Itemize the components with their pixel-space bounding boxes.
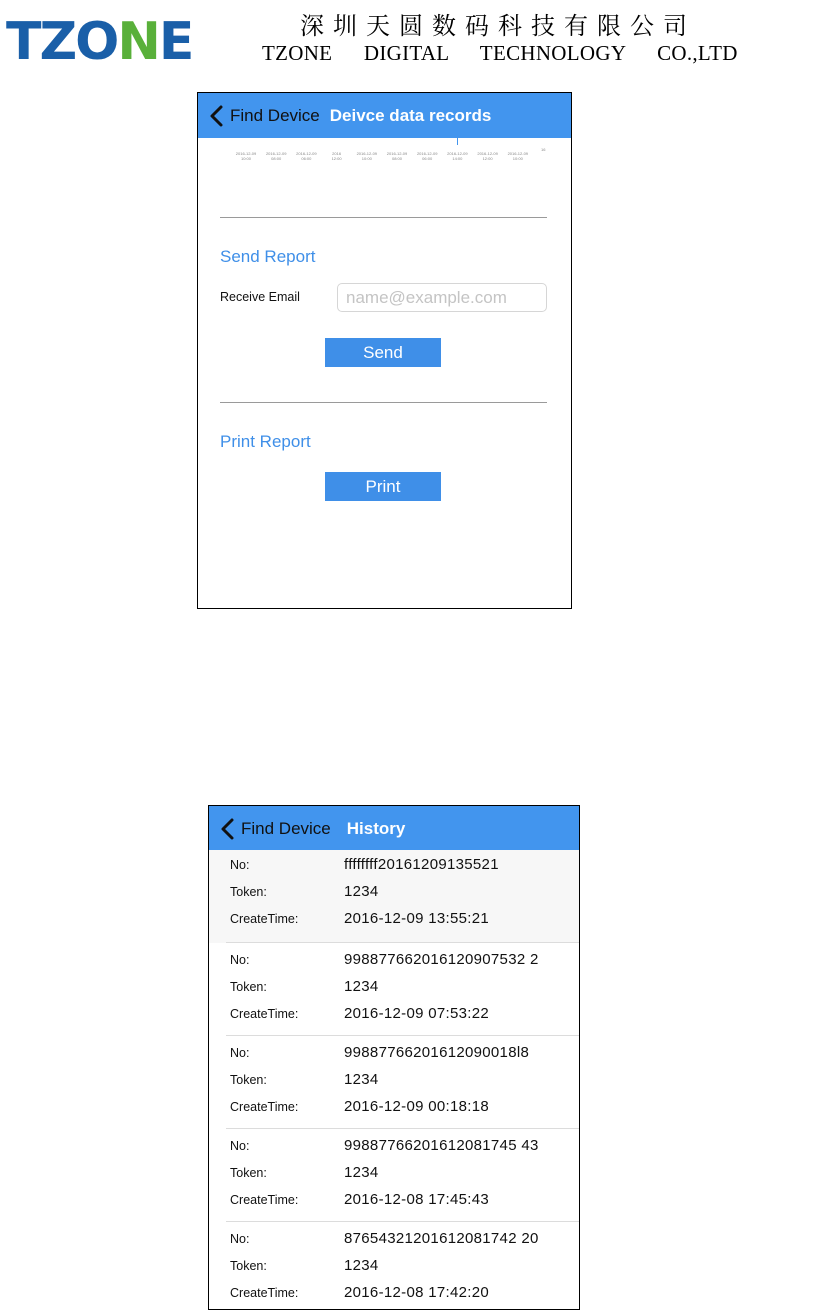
- chart-tick-label: [355, 151, 379, 161]
- chart-tick-label: [385, 151, 409, 161]
- chart-tick-time: 12:00: [331, 156, 342, 161]
- token-label: Token:: [230, 1165, 267, 1180]
- token-label: Token:: [230, 1072, 267, 1087]
- chart-tick-label: [476, 151, 500, 161]
- chart-tick-date: 2016-12-09: [416, 151, 438, 156]
- chart-tick-time: 10:00: [512, 156, 523, 161]
- history-list: [209, 850, 579, 1310]
- print-report-title: Print Report: [220, 432, 311, 451]
- create-time-label: CreateTime:: [230, 911, 299, 926]
- chart-tick-date: 2016-12-09: [265, 151, 287, 156]
- token-label: Token:: [230, 1258, 267, 1273]
- chart-tick-date: 2016-12-09: [386, 151, 408, 156]
- record-token: 1234: [344, 1071, 379, 1088]
- no-label: No:: [230, 1231, 250, 1246]
- nav-bar: [198, 93, 571, 138]
- record-create-time: 2016-12-09 07:53:22: [344, 1005, 489, 1022]
- record-token: 1234: [344, 1164, 379, 1181]
- record-create-time: 2016-12-08 17:45:43: [344, 1191, 489, 1208]
- back-label: Find Device: [230, 105, 320, 125]
- chart-tick-date: 2016-12-09: [477, 151, 498, 156]
- history-record[interactable]: [209, 943, 579, 1036]
- back-button[interactable]: [217, 817, 331, 841]
- record-no: 99887766201612090018l8: [344, 1044, 530, 1061]
- chart-tick-time: 12:00: [482, 156, 493, 161]
- email-input[interactable]: [337, 283, 547, 312]
- no-label: No:: [230, 1045, 250, 1060]
- create-time-label: CreateTime:: [230, 1192, 299, 1207]
- chart-end-label: 16: [541, 147, 546, 152]
- token-label: Token:: [230, 979, 267, 994]
- create-time-label: CreateTime:: [230, 1099, 299, 1114]
- history-record[interactable]: [209, 1129, 579, 1222]
- chart-tick-date: 2016-12-09: [296, 151, 317, 156]
- history-screen: [208, 805, 580, 1310]
- company-english-name: TZONE DIGITAL TECHNOLOGY CO.,LTD: [262, 41, 738, 65]
- chart-tick-label: [445, 151, 469, 161]
- record-create-time: 2016-12-08 17:42:20: [344, 1284, 489, 1301]
- page-title: History: [346, 818, 406, 838]
- chart-tick-date: 2016-12-09: [235, 151, 257, 156]
- back-button[interactable]: [206, 104, 320, 128]
- create-time-label: CreateTime:: [230, 1285, 299, 1300]
- chart-tick-label: [264, 151, 288, 161]
- chart-peak-mark: [457, 138, 458, 145]
- chart-tick-time: 06:00: [301, 156, 312, 161]
- record-no: 998877662016120907532 2: [344, 951, 539, 968]
- chart-tick-time: 10:00: [240, 156, 251, 161]
- back-label: Find Device: [241, 818, 331, 838]
- logo-text-part3: E: [158, 12, 193, 72]
- chart-tick-label: [506, 151, 530, 161]
- send-button[interactable]: Send: [325, 338, 441, 367]
- no-label: No:: [230, 857, 250, 872]
- receive-email-label: Receive Email: [220, 290, 300, 304]
- record-no: 99887766201612081745 43: [344, 1137, 539, 1154]
- divider: [220, 217, 547, 218]
- chart-tick-time: 10:00: [361, 156, 372, 161]
- record-create-time: 2016-12-09 13:55:21: [344, 910, 489, 927]
- chart-tick-date: 2016-12-09: [356, 151, 378, 156]
- history-record[interactable]: [209, 1222, 579, 1310]
- chart-tick-date: 2016-12-09: [507, 151, 529, 156]
- send-report-title: Send Report: [220, 247, 316, 266]
- divider: [220, 402, 547, 403]
- logo-text-part1: TZO: [6, 12, 118, 72]
- chart-tick-time: 14:00: [452, 156, 463, 161]
- record-no: ffffffff20161209135521: [344, 856, 499, 873]
- record-token: 1234: [344, 1257, 379, 1274]
- chart-tick-label: [294, 151, 318, 161]
- chart-tick-label: [234, 151, 258, 161]
- print-button[interactable]: Print: [325, 472, 441, 501]
- chevron-left-icon: [206, 104, 228, 128]
- create-time-label: CreateTime:: [230, 1006, 299, 1021]
- no-label: No:: [230, 952, 250, 967]
- history-record[interactable]: [209, 850, 579, 943]
- chart-tick-time: 06:00: [422, 156, 433, 161]
- record-token: 1234: [344, 978, 379, 995]
- chevron-left-icon: [217, 817, 239, 841]
- token-label: Token:: [230, 884, 267, 899]
- chart-tick-date: 2016-12-09: [447, 151, 468, 156]
- chart-tick-time: 08:00: [391, 156, 402, 161]
- logo-text-part2: N: [117, 12, 159, 72]
- record-token: 1234: [344, 883, 379, 900]
- chart-tick-label: [415, 151, 439, 161]
- device-records-screen: [197, 92, 572, 609]
- chart-tick-date: 2016: [332, 151, 342, 156]
- no-label: No:: [230, 1138, 250, 1153]
- company-chinese-name: 深圳天圆数码科技有限公司: [300, 12, 696, 40]
- history-record[interactable]: [209, 1036, 579, 1129]
- chart-tick-label: [325, 151, 349, 161]
- nav-bar: [209, 806, 579, 851]
- record-no: 87654321201612081742 20: [344, 1230, 539, 1247]
- chart-axis: [234, 141, 550, 167]
- record-create-time: 2016-12-09 00:18:18: [344, 1098, 489, 1115]
- company-logo: [6, 4, 262, 72]
- page-title: Deivce data records: [329, 105, 492, 125]
- chart-tick-time: 08:00: [271, 156, 282, 161]
